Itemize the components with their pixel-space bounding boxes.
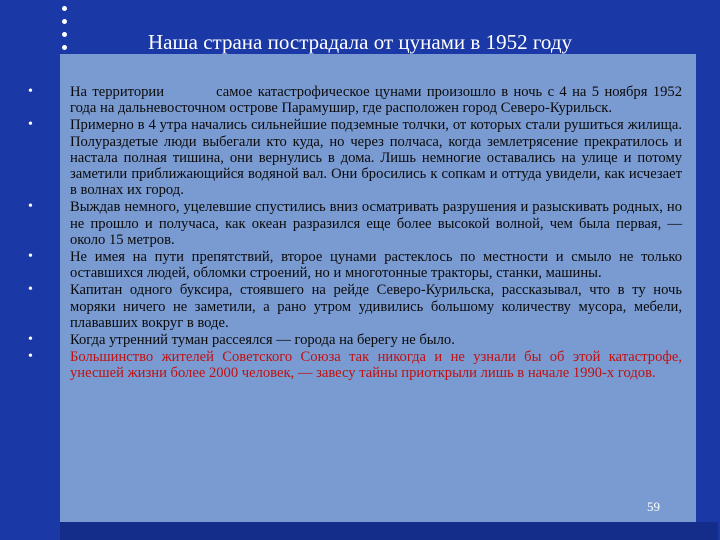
bottom-strip [60, 522, 718, 540]
list-item-highlight [28, 349, 682, 381]
list-item-text: самое катастрофическое цунами произошло в ночь с 4 на 5 ноября 1952 года на дальневосточном острове Парамушир, где расположен город Северо-Курильск. [70, 84, 683, 117]
bullet-icon: • [28, 117, 33, 133]
bullet-list [28, 84, 682, 383]
list-item-text: Не имея на пути препятствий, второе цунами растеклось по местности и смыло не только оставшихся людей, обломки строений, но и многотонные тракторы, станки, машины. [70, 249, 682, 282]
list-item [28, 84, 682, 116]
list-item-text: Выждав немного, уцелевшие спустились вниз осматривать разрушения и разыскивать родных, но не прошло и получаса, как океан разразился еще более высокой волной, чем была первая, — около 15 метров. [70, 199, 682, 248]
list-item [28, 117, 682, 198]
list-item [28, 199, 682, 248]
list-item-text: Большинство жителей Советского Союза так никогда и не узнали бы об этой катастрофе, унесшей жизни более 2000 человек, — завесу тайны приоткрыли лишь в начале 1990-х годов. [70, 349, 682, 382]
dot-icon [62, 6, 67, 11]
list-item-text: Капитан одного буксира, стоявшего на рейде Северо-Курильска, рассказывал, что в ту ночь моряки ничего не заметили, а рано утром удивились большому количеству мусора, мебели, плававших вокруг в воде. [70, 282, 682, 331]
bullet-icon: • [28, 249, 33, 265]
bullet-icon: • [28, 282, 33, 298]
bullet-icon: • [28, 84, 33, 99]
bullet-icon: • [28, 199, 33, 215]
page-number: 59 [647, 499, 660, 514]
bullet-icon: • [28, 332, 33, 348]
list-item [28, 249, 682, 281]
list-item [28, 332, 682, 348]
list-item-text: Когда утренний туман рассеялся — города на берегу не было. [70, 332, 455, 349]
list-item [28, 282, 682, 331]
bullet-icon: • [28, 349, 33, 365]
list-item-text: На территории [70, 84, 165, 100]
dot-icon [62, 19, 67, 24]
list-item-text: Примерно в 4 утра начались сильнейшие подземные толчки, от которых стали рушиться жилища. Полураздетые люди выбегали кто куда, но через полчаса, когда землетрясение прекратилось и настала полная тишина, они вернулись в дома. Лишь немногие оставались на улице и потому заметили приближающийся водяной вал. Они бросились к сопкам и оттуда увидели, как исчезает в волнах их город. [70, 117, 682, 199]
slide-title: Наша страна пострадала от цунами в 1952 году [148, 30, 572, 54]
